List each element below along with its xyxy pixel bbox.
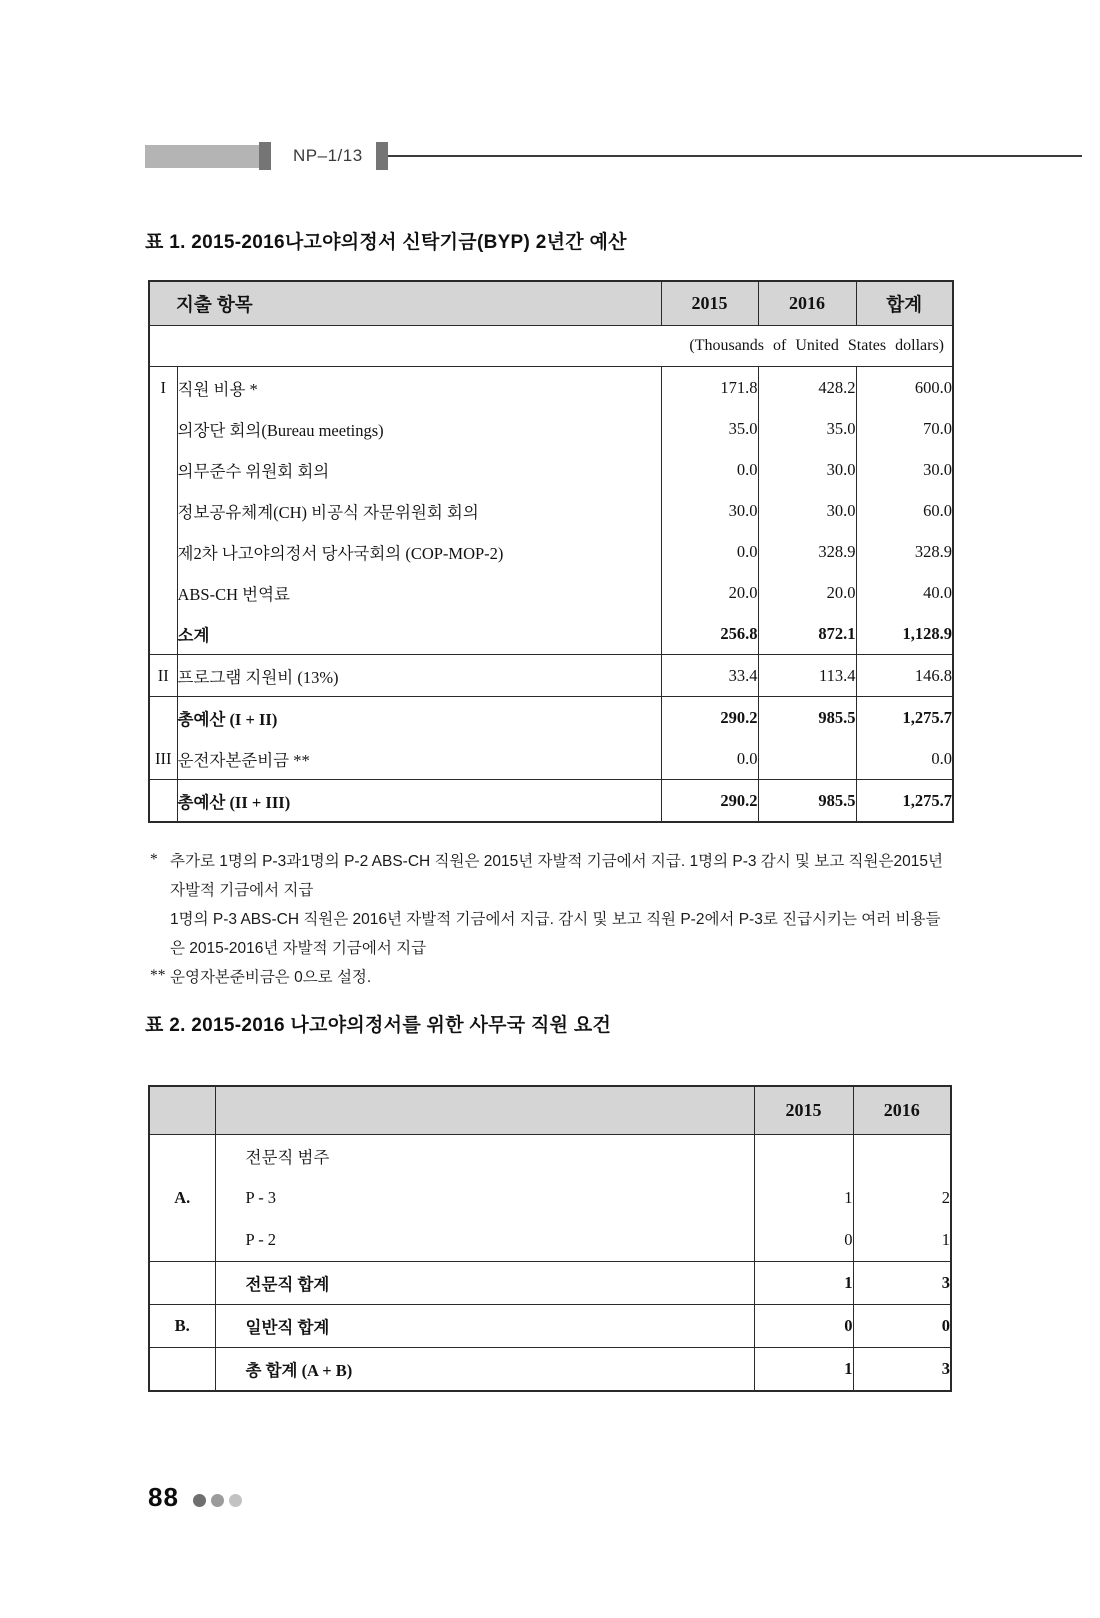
row-label: 총예산 (II + III) [177, 780, 661, 823]
footnote-1 [150, 847, 952, 905]
doc-code-label: NP–1/13 [293, 146, 363, 165]
row-label: 의무준수 위원회 회의 [177, 461, 330, 481]
value-total: 1,275.7 [856, 697, 953, 739]
value-2015: 30.0 [661, 490, 758, 531]
row-numeral [149, 1219, 215, 1262]
table-row [149, 572, 953, 613]
value-2015: 0.0 [661, 449, 758, 490]
value-total: 30.0 [856, 449, 953, 490]
value-2015: 20.0 [661, 572, 758, 613]
footnote-2-text: 운영자본준비금은 0으로 설정. [170, 969, 372, 986]
general-total-row [149, 1305, 951, 1348]
value-2016: 20.0 [758, 572, 856, 613]
footer-dot-dark-icon [193, 1494, 206, 1507]
row-numeral [149, 780, 177, 823]
footer-dot-medium-icon [211, 1494, 224, 1507]
value-total: 40.0 [856, 572, 953, 613]
row-label: 의장단 회의(Bureau meetings) [177, 420, 384, 440]
value-2015: 256.8 [661, 613, 758, 655]
col-header-empty [149, 1086, 215, 1135]
value-2015: 290.2 [661, 697, 758, 739]
row-numeral [149, 449, 177, 490]
value-total: 60.0 [856, 490, 953, 531]
table-row [149, 1135, 951, 1178]
value-2016: 3 [853, 1348, 951, 1392]
value-total: 600.0 [856, 367, 953, 409]
row-label: 프로그램 지원비 (13%) [177, 655, 661, 697]
budget-table [148, 280, 954, 823]
grand-total-row [149, 1348, 951, 1392]
table-row [149, 1219, 951, 1262]
value-2015: 0 [754, 1305, 853, 1348]
header-rule [388, 155, 1082, 157]
value-2015: 35.0 [661, 408, 758, 449]
row-numeral: I [149, 367, 177, 409]
table1-title: 표 1. 2015-2016나고야의정서 신탁기금(BYP) 2년간 예산 [145, 232, 627, 253]
value-2015: 171.8 [661, 367, 758, 409]
col-header-total: 합계 [856, 281, 953, 326]
footnote-1-continued-text: 1명의 P-3 ABS-CH 직원은 2016년 자발적 기금에서 지급. 감시 및 보고 직원 P-2에서 P-3로 진급시키는 여러 비용들은 2015-2016년 자발적 기금에서 지급 [170, 911, 941, 957]
table-row [149, 531, 953, 572]
table-row [149, 738, 953, 780]
value-total: 146.8 [856, 655, 953, 697]
table-row [149, 655, 953, 697]
row-label: 전문직 범주 [245, 1148, 330, 1167]
grand-total-row [149, 780, 953, 823]
row-label: P - 2 [245, 1230, 277, 1249]
header-bar-decoration [145, 145, 259, 168]
row-numeral: II [149, 655, 177, 697]
unit-note-row [149, 326, 953, 367]
value-2015: 290.2 [661, 780, 758, 823]
col-header-2016: 2016 [853, 1086, 951, 1135]
page-number: 88 [148, 1482, 179, 1512]
row-numeral [149, 1348, 215, 1392]
footnote-2 [150, 963, 952, 992]
col-header-2016: 2016 [758, 281, 856, 326]
row-numeral [149, 1135, 215, 1178]
value-2016: 3 [853, 1262, 951, 1305]
col-header-item: 지출 항목 [149, 281, 661, 326]
value-2016 [758, 738, 856, 780]
row-label: 제2차 나고야의정서 당사국회의 (COP-MOP-2) [177, 543, 504, 563]
value-2016: 985.5 [758, 780, 856, 823]
row-label: 운전자본준비금 ** [177, 750, 310, 770]
value-2016: 1 [853, 1219, 951, 1262]
budget-table-header-row [149, 281, 953, 326]
row-label: 직원 비용 * [177, 379, 258, 399]
table-row [149, 1177, 951, 1219]
col-header-2015: 2015 [661, 281, 758, 326]
value-total: 1,128.9 [856, 613, 953, 655]
value-2015: 1 [754, 1177, 853, 1219]
footer-dots-icon [193, 1494, 247, 1507]
row-label: 전문직 합계 [215, 1262, 754, 1305]
row-label: ABS-CH 번역료 [177, 584, 290, 604]
footer-dot-light-icon [229, 1494, 242, 1507]
row-numeral [149, 572, 177, 613]
footnote-1-marker: * [150, 851, 158, 868]
value-2015: 0.0 [661, 738, 758, 780]
row-label: 총 합계 (A + B) [215, 1348, 754, 1392]
value-2016: 35.0 [758, 408, 856, 449]
table-row [149, 490, 953, 531]
row-numeral: III [149, 738, 177, 780]
value-2016 [853, 1135, 951, 1178]
value-2016: 328.9 [758, 531, 856, 572]
footnote-1-text: 추가로 1명의 P-3과1명의 P-2 ABS-CH 직원은 2015년 자발적 기금에서 지급. 1명의 P-3 감시 및 보고 직원은2015년 자발적 기금에서 지급 [170, 853, 943, 899]
row-numeral [149, 531, 177, 572]
value-2016: 985.5 [758, 697, 856, 739]
table-row [149, 449, 953, 490]
value-2015 [754, 1135, 853, 1178]
value-2015: 1 [754, 1348, 853, 1392]
value-2016: 872.1 [758, 613, 856, 655]
header-block-right [376, 142, 388, 170]
value-total: 1,275.7 [856, 780, 953, 823]
value-2015: 0 [754, 1219, 853, 1262]
row-numeral: B. [149, 1305, 215, 1348]
value-2016: 30.0 [758, 449, 856, 490]
page-footer [148, 1482, 247, 1513]
row-numeral [149, 613, 177, 655]
value-total: 328.9 [856, 531, 953, 572]
value-2015: 0.0 [661, 531, 758, 572]
professional-total-row [149, 1262, 951, 1305]
unit-note: (Thousands of United States dollars) [149, 326, 953, 367]
footnotes [150, 847, 952, 992]
row-numeral [149, 490, 177, 531]
row-label: P - 3 [245, 1188, 277, 1207]
total-row [149, 697, 953, 739]
footnote-2-marker: ** [150, 967, 166, 984]
value-2016: 30.0 [758, 490, 856, 531]
staffing-table-header-row [149, 1086, 951, 1135]
value-total: 0.0 [856, 738, 953, 780]
value-2015: 1 [754, 1262, 853, 1305]
table2-title: 표 2. 2015-2016 나고야의정서를 위한 사무국 직원 요건 [145, 1015, 612, 1036]
footnote-1-continued [150, 905, 952, 963]
row-label: 소계 [177, 625, 210, 645]
row-numeral [149, 1262, 215, 1305]
row-numeral: A. [149, 1177, 215, 1219]
value-2016: 428.2 [758, 367, 856, 409]
row-numeral [149, 697, 177, 739]
staffing-table [148, 1085, 952, 1392]
header-block-left [259, 142, 271, 170]
row-label: 정보공유체계(CH) 비공식 자문위원회 회의 [177, 502, 479, 522]
row-numeral [149, 408, 177, 449]
table-row [149, 367, 953, 409]
value-2016: 113.4 [758, 655, 856, 697]
value-total: 70.0 [856, 408, 953, 449]
value-2016: 0 [853, 1305, 951, 1348]
subtotal-row [149, 613, 953, 655]
col-header-empty [215, 1086, 754, 1135]
row-label: 일반직 합계 [215, 1305, 754, 1348]
value-2016: 2 [853, 1177, 951, 1219]
row-label: 총예산 (I + II) [177, 697, 661, 739]
table-row [149, 408, 953, 449]
value-2015: 33.4 [661, 655, 758, 697]
col-header-2015: 2015 [754, 1086, 853, 1135]
